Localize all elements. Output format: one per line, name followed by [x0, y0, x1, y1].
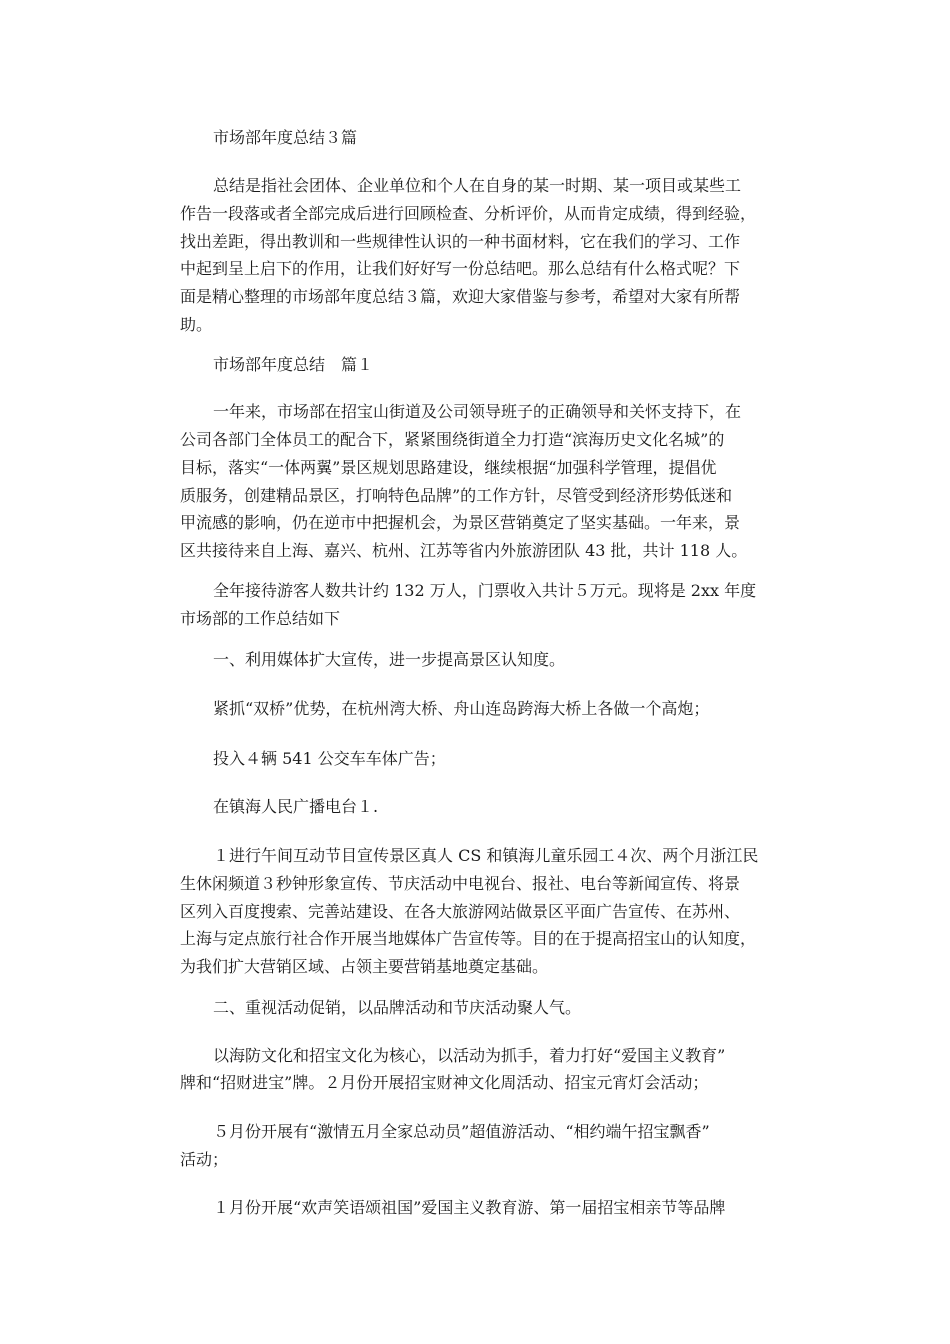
- text-line: 全年接待游客人数共计约 132 万人，门票收入共计５万元。现将是 2xx 年度: [213, 581, 757, 600]
- text-line: 一年来，市场部在招宝山街道及公司领导班子的正确领导和关怀支持下，在: [213, 402, 742, 421]
- text-line: 为我们扩大营销区域、占领主要营销基地奠定基础。: [180, 957, 549, 976]
- text-line: 生休闲频道３秒钟形象宣传、节庆活动中电视台、报社、电台等新闻宣传、将景: [180, 874, 741, 893]
- text-line: 牌和“招财进宝”牌。２月份开展招宝财神文化周活动、招宝元宵灯会活动；: [180, 1073, 709, 1092]
- text-line: 目标，落实“一体两翼”景区规划思路建设，继续根据“加强科学管理，提倡优: [180, 458, 717, 477]
- section-heading: 市场部年度总结 篇１: [213, 355, 374, 374]
- heading-2: 二、重视活动促销，以品牌活动和节庆活动聚人气。: [213, 998, 582, 1017]
- text-line: 总结是指社会团体、企业单位和个人在自身的某一时期、某一项目或某些工: [213, 176, 742, 195]
- text-line: 中起到呈上启下的作用，让我们好好写一份总结吧。那么总结有什么格式呢？下: [180, 259, 741, 278]
- text-line: 作告一段落或者全部完成后进行回顾检查、分析评价，从而肯定成绩，得到经验，: [180, 204, 757, 223]
- list-item: 紧抓“双桥”优势，在杭州湾大桥、舟山连岛跨海大桥上各做一个高炮；: [213, 699, 710, 718]
- text-line: １进行午间互动节目宣传景区真人 CS 和镇海儿童乐园工４次、两个月浙江民: [213, 846, 759, 865]
- document-title: 市场部年度总结３篇: [213, 128, 358, 147]
- text-line: 区共接待来自上海、嘉兴、杭州、江苏等省内外旅游团队 43 批，共计 118 人。: [180, 541, 748, 560]
- text-line: 助。: [180, 315, 213, 334]
- text-line: 找出差距，得出教训和一些规律性认识的一种书面材料，它在我们的学习、工作: [180, 232, 741, 251]
- list-item: 投入４辆 541 公交车车体广告；: [213, 749, 446, 768]
- text-line: 区列入百度搜索、完善站建设、在各大旅游网站做景区平面广告宣传、在苏州、: [180, 902, 741, 921]
- list-item: 在镇海人民广播电台１.: [213, 797, 379, 816]
- text-line: 质服务，创建精品景区，打响特色品牌”的工作方针，尽管受到经济形势低迷和: [180, 486, 733, 505]
- text-line: ５月份开展有“激情五月全家总动员”超值游活动、“相约端午招宝飘香”: [213, 1122, 710, 1141]
- text-line: 公司各部门全体员工的配合下，紧紧围绕街道全力打造“滨海历史文化名城”的: [180, 430, 725, 449]
- heading-1: 一、利用媒体扩大宣传，进一步提高景区认知度。: [213, 650, 566, 669]
- text-line: 甲流感的影响，仍在逆市中把握机会，为景区营销奠定了坚实基础。一年来，景: [180, 513, 741, 532]
- text-line: １月份开展“欢声笑语颂祖国”爱国主义教育游、第一届招宝相亲节等品牌: [213, 1198, 726, 1217]
- text-line: 市场部的工作总结如下: [180, 609, 341, 628]
- text-line: 活动；: [180, 1150, 229, 1169]
- text-line: 以海防文化和招宝文化为核心，以活动为抓手，着力打好“爱国主义教育”: [213, 1046, 726, 1065]
- text-line: 上海与定点旅行社合作开展当地媒体广告宣传等。目的在于提高招宝山的认知度，: [180, 929, 757, 948]
- text-line: 面是精心整理的市场部年度总结３篇，欢迎大家借鉴与参考，希望对大家有所帮: [180, 287, 741, 306]
